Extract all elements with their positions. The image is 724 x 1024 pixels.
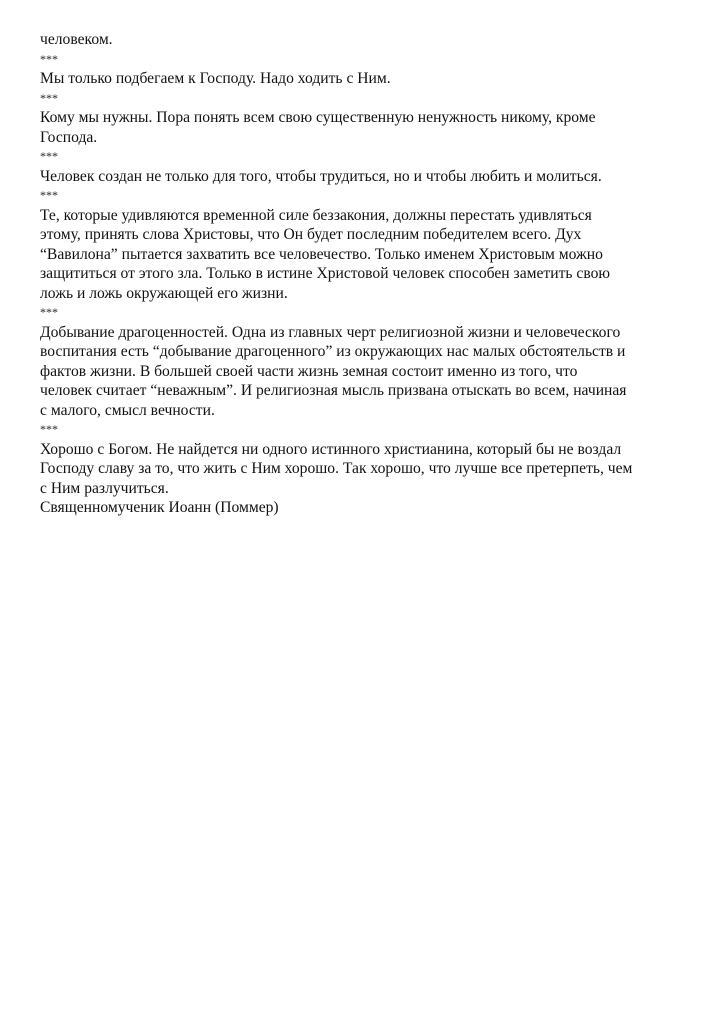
text-line: Господа.: [40, 128, 98, 146]
section-separator: ***: [40, 90, 58, 105]
section-separator: ***: [40, 149, 58, 163]
text-line: ложь и ложь окружающей его жизни.: [40, 284, 288, 302]
text-line: этому, принять слова Христовы, что Он будет последним победителем всего. Дух: [40, 226, 582, 243]
text-line: Человек создан не только для того, чтобы трудиться, но и чтобы любить и молиться.: [40, 167, 602, 185]
section-separator: ***: [40, 422, 58, 436]
text-line: Хорошо с Богом. Не найдется ни одного истинного христианина, который бы не воздал: [40, 440, 622, 458]
text-line: Добывание драгоценностей. Одна из главных черт религиозной жизни и человеческого: [40, 323, 621, 341]
text-line: Кому мы нужны. Пора понять всем свою существенную ненужность никому, кроме: [40, 109, 596, 126]
text-line: защититься от этого зла. Только в истине Христовой человек способен заметить свою: [40, 265, 611, 282]
text-line: воспитания есть “добывание драгоценного” из окружающих нас малых обстоятельств и: [40, 343, 626, 360]
text-line: с Ним разлучиться.: [40, 479, 169, 497]
text-line: Господу славу за то, что жить с Ним хорошо. Так хорошо, что лучше все претерпеть, чем: [40, 460, 633, 477]
section-separator: ***: [40, 51, 58, 66]
text-line: человеком.: [40, 31, 113, 48]
document-page: [40, 30, 690, 518]
author-signature: Священномученик Иоанн (Поммер): [40, 499, 279, 516]
text-line: фактов жизни. В большей своей части жизнь земная состоит именно из того, что: [40, 362, 578, 380]
section-separator: ***: [40, 188, 58, 202]
text-line: с малого, смысл вечности.: [40, 401, 215, 419]
text-line: Те, которые удивляются временной силе беззакония, должны перестать удивляться: [40, 206, 592, 224]
section-separator: ***: [40, 305, 58, 319]
text-line: человек считает “неважным”. И религиозная мысль призвана отыскать во всем, начиная: [40, 382, 627, 399]
text-line: Мы только подбегаем к Господу. Надо ходить с Ним.: [40, 70, 391, 87]
text-line: “Вавилона” пытается захватить все человечество. Только именем Христовым можно: [40, 245, 603, 263]
